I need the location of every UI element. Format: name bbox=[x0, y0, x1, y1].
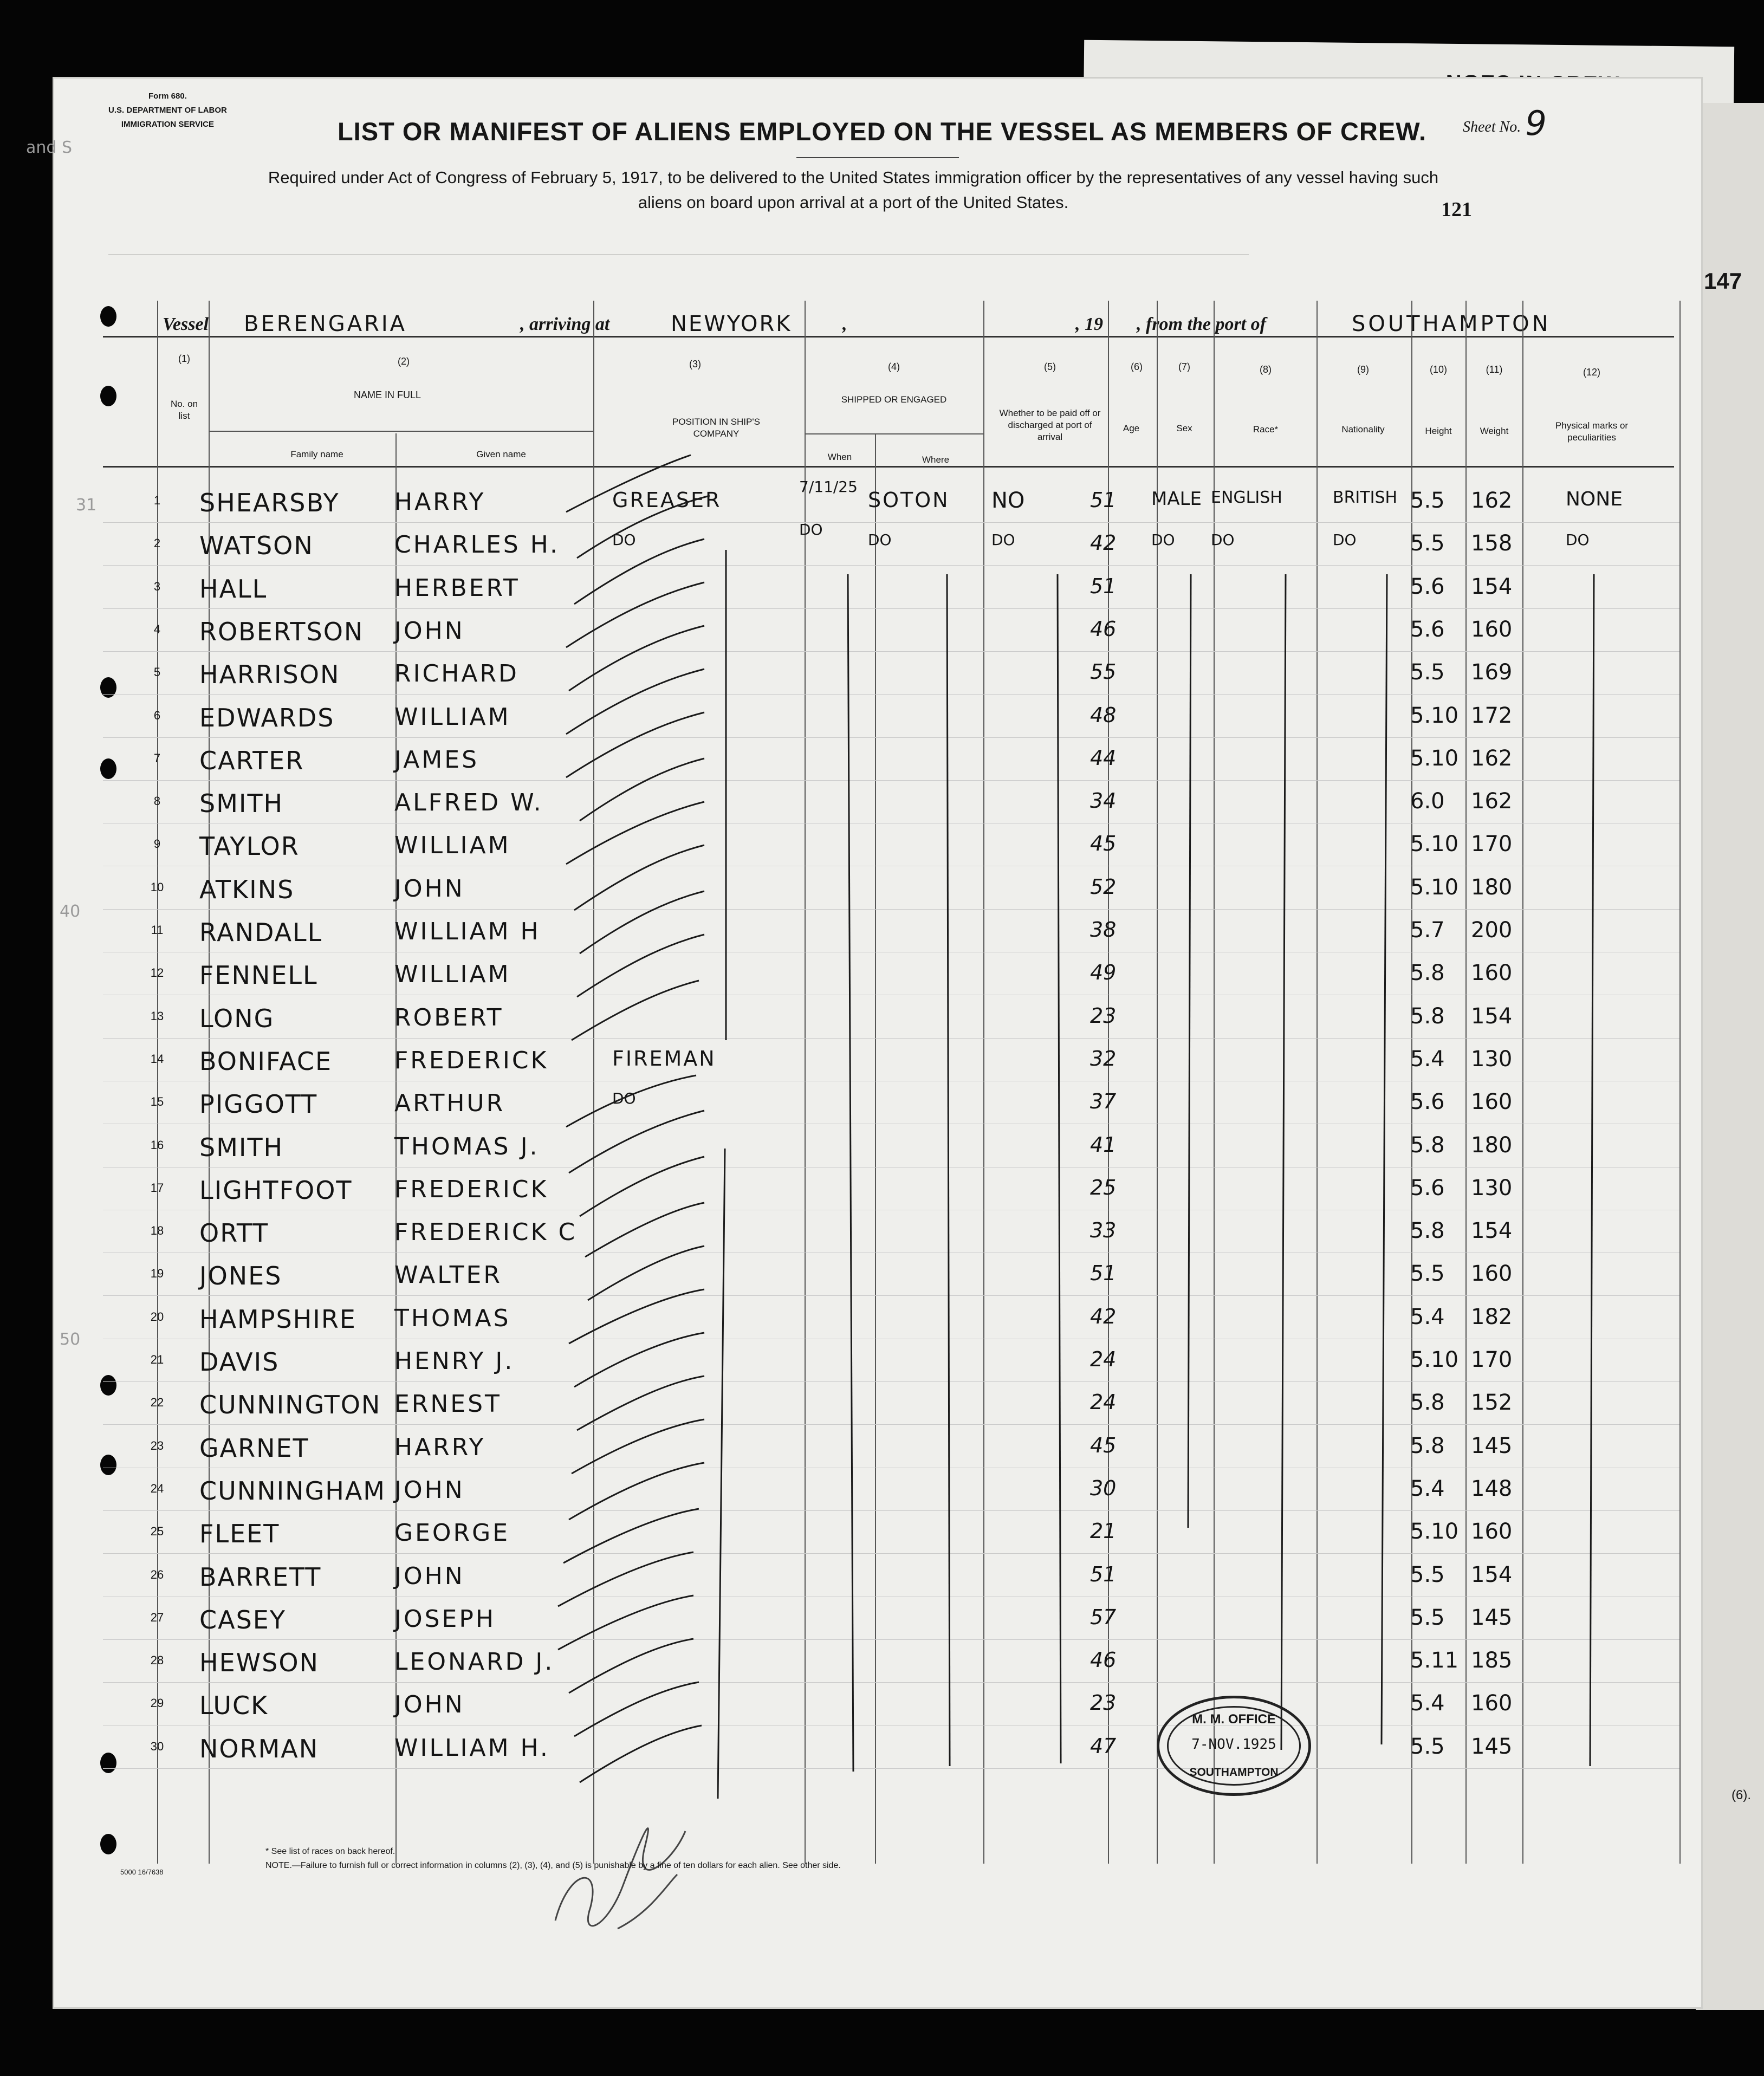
shipped-where: DO bbox=[868, 531, 892, 549]
sex: DO bbox=[1151, 531, 1175, 549]
weight: 148 bbox=[1471, 1476, 1513, 1501]
ditto-swoosh bbox=[577, 496, 710, 558]
ditto-swoosh bbox=[580, 758, 704, 821]
row-number: 27 bbox=[150, 1610, 164, 1624]
given-name: THOMAS bbox=[394, 1304, 511, 1332]
height: 5.10 bbox=[1410, 703, 1459, 728]
weight: 154 bbox=[1471, 1003, 1513, 1029]
arriving-label: , arriving at bbox=[520, 314, 610, 334]
ditto-swoosh bbox=[577, 1376, 704, 1430]
given-name: WILLIAM H. bbox=[394, 1734, 550, 1762]
ditto-swoosh bbox=[558, 1552, 693, 1606]
subtitle-line: Required under Act of Congress of February 5, 1917, to be delivered to the United States immigration officer by the representatives of any vessel having such bbox=[268, 168, 1439, 187]
given-name: WILLIAM bbox=[394, 703, 511, 731]
age: 30 bbox=[1090, 1476, 1117, 1500]
height: 5.10 bbox=[1410, 1347, 1459, 1372]
weight: 152 bbox=[1471, 1390, 1513, 1416]
stamp-date: 7-NOV.1925 bbox=[1191, 1736, 1276, 1753]
weight: 160 bbox=[1471, 1261, 1513, 1287]
age: 47 bbox=[1090, 1734, 1117, 1758]
column-number: (1) bbox=[178, 353, 190, 364]
weight: 180 bbox=[1471, 874, 1513, 900]
given-name: JOHN bbox=[394, 1562, 465, 1590]
age: 57 bbox=[1090, 1605, 1117, 1629]
family-name: FENNELL bbox=[199, 961, 318, 990]
row-number: 26 bbox=[150, 1567, 164, 1581]
family-name: HARRISON bbox=[199, 660, 340, 690]
height: 5.6 bbox=[1410, 1089, 1445, 1115]
row-number: 21 bbox=[150, 1353, 164, 1366]
given-name: JOSEPH bbox=[394, 1605, 496, 1633]
column-number: (7) bbox=[1178, 361, 1190, 372]
column-number: (6) bbox=[1131, 361, 1143, 372]
height: 5.5 bbox=[1410, 660, 1445, 685]
weight: 160 bbox=[1471, 1519, 1513, 1545]
from-port-label: , from the port of bbox=[1137, 314, 1266, 334]
age: 42 bbox=[1090, 531, 1117, 555]
row-number: 16 bbox=[150, 1138, 164, 1152]
age: 46 bbox=[1090, 617, 1117, 641]
form-number: Form 680. bbox=[148, 92, 187, 101]
penalty-note: NOTE.—Failure to furnish full or correct information in columns (2), (3), (4), and (5) is punishable by a fine of ten dollars for each alien. See other side. bbox=[265, 1861, 841, 1870]
age: 37 bbox=[1090, 1089, 1117, 1114]
family-name: CUNNINGHAM bbox=[199, 1476, 386, 1506]
row-number: 4 bbox=[153, 622, 161, 636]
ditto-swoosh bbox=[574, 845, 704, 910]
ditto-swoosh bbox=[580, 1725, 702, 1782]
family-name: RANDALL bbox=[199, 918, 323, 947]
header-where: Where bbox=[922, 455, 950, 465]
ditto-swoosh bbox=[558, 1595, 693, 1650]
ditto-swoosh bbox=[585, 1203, 704, 1257]
height: 5.5 bbox=[1410, 1261, 1445, 1287]
ditto-swoosh bbox=[580, 891, 704, 953]
family-name: SHEARSBY bbox=[199, 488, 340, 517]
row-number: 5 bbox=[153, 665, 161, 679]
row-number: 19 bbox=[150, 1267, 164, 1281]
family-name: WATSON bbox=[199, 531, 314, 561]
age: 23 bbox=[1090, 1691, 1117, 1715]
given-name: JAMES bbox=[394, 745, 479, 774]
header-weight: Weight bbox=[1480, 426, 1509, 436]
header-given-name: Given name bbox=[476, 449, 526, 459]
family-name: HEWSON bbox=[199, 1648, 319, 1678]
sex: MALE bbox=[1151, 488, 1202, 510]
ditto-swoosh bbox=[566, 802, 704, 864]
row-number: 13 bbox=[150, 1009, 164, 1023]
ditto-swoosh bbox=[566, 455, 691, 512]
age: 52 bbox=[1090, 874, 1117, 899]
height: 5.8 bbox=[1410, 961, 1445, 986]
age: 32 bbox=[1090, 1046, 1117, 1071]
height: 5.5 bbox=[1410, 1605, 1445, 1630]
ditto-swoosh bbox=[574, 1682, 699, 1736]
vessel-label: Vessel bbox=[163, 314, 209, 334]
age: 51 bbox=[1090, 574, 1117, 598]
paid-off: DO bbox=[991, 531, 1015, 549]
weight: 154 bbox=[1471, 1218, 1513, 1244]
column-number: (2) bbox=[398, 356, 410, 367]
column-number: (5) bbox=[1044, 361, 1056, 372]
vessel-name: BERENGARIA bbox=[244, 312, 407, 336]
family-name: EDWARDS bbox=[199, 703, 335, 732]
height: 5.4 bbox=[1410, 1046, 1445, 1072]
position: GREASER bbox=[612, 488, 722, 512]
physical-marks: DO bbox=[1566, 531, 1590, 549]
row-number: 22 bbox=[150, 1396, 164, 1410]
family-name: CASEY bbox=[199, 1605, 286, 1634]
department-name: U.S. DEPARTMENT OF LABOR bbox=[108, 106, 227, 115]
height: 5.10 bbox=[1410, 745, 1459, 771]
age: 24 bbox=[1090, 1347, 1117, 1371]
row-number: 30 bbox=[150, 1739, 164, 1753]
stamp-number: 121 bbox=[1441, 198, 1472, 221]
height: 5.4 bbox=[1410, 1476, 1445, 1501]
given-name: HENRY J. bbox=[394, 1347, 515, 1375]
row-number: 20 bbox=[150, 1309, 164, 1324]
header-family-name: Family name bbox=[290, 449, 343, 459]
header-sex: Sex bbox=[1176, 423, 1192, 433]
ditto-swoosh bbox=[569, 626, 704, 691]
ditto-swoosh bbox=[588, 1246, 704, 1300]
age: 44 bbox=[1090, 745, 1117, 770]
height: 5.5 bbox=[1410, 1734, 1445, 1759]
height: 5.4 bbox=[1410, 1304, 1445, 1329]
header-paid-off: Whether to be paid off or discharged at port of arrival bbox=[999, 408, 1101, 442]
ditto-swoosh bbox=[577, 935, 704, 997]
initials-signature bbox=[555, 1828, 685, 1929]
family-name: DAVIS bbox=[199, 1347, 280, 1377]
age: 24 bbox=[1090, 1390, 1117, 1415]
age: 45 bbox=[1090, 832, 1117, 856]
given-name: WALTER bbox=[394, 1261, 502, 1289]
shipped-when: DO bbox=[799, 521, 823, 539]
service-name: IMMIGRATION SERVICE bbox=[121, 120, 214, 129]
height: 5.8 bbox=[1410, 1132, 1445, 1158]
weight: 160 bbox=[1471, 1089, 1513, 1115]
family-name: HALL bbox=[199, 574, 268, 604]
weight: 185 bbox=[1471, 1648, 1513, 1673]
row-number: 25 bbox=[150, 1524, 164, 1539]
column-number: (3) bbox=[689, 359, 701, 369]
given-name: ROBERT bbox=[394, 1003, 504, 1031]
weight: 170 bbox=[1471, 832, 1513, 857]
weight: 160 bbox=[1471, 1691, 1513, 1716]
weight: 162 bbox=[1471, 745, 1513, 771]
age: 42 bbox=[1090, 1304, 1117, 1328]
column-number: (10) bbox=[1429, 364, 1448, 375]
family-name: BONIFACE bbox=[199, 1046, 333, 1076]
row-number: 7 bbox=[153, 751, 161, 765]
age: 51 bbox=[1090, 488, 1117, 512]
row-number: 15 bbox=[150, 1095, 164, 1109]
header-when: When bbox=[827, 452, 852, 462]
ditto-swoosh bbox=[574, 539, 704, 604]
row-number: 1 bbox=[153, 494, 161, 507]
ditto-line bbox=[848, 574, 853, 1772]
paid-off: NO bbox=[991, 488, 1025, 513]
age: 33 bbox=[1090, 1218, 1117, 1243]
age: 51 bbox=[1090, 1562, 1117, 1586]
family-name: ORTT bbox=[199, 1218, 269, 1248]
row-number: 28 bbox=[150, 1653, 164, 1668]
row-number: 11 bbox=[151, 923, 164, 937]
given-name: HARRY bbox=[394, 488, 486, 516]
weight: 169 bbox=[1471, 660, 1513, 685]
height: 5.4 bbox=[1410, 1691, 1445, 1716]
ditto-line bbox=[1382, 574, 1387, 1744]
ditto-swoosh bbox=[574, 1333, 704, 1387]
family-name: JONES bbox=[199, 1261, 282, 1291]
row-number: 3 bbox=[153, 579, 161, 593]
edge-number: (6). bbox=[1731, 1788, 1751, 1802]
age: 55 bbox=[1090, 660, 1117, 684]
sheet-number-value: 9 bbox=[1525, 103, 1547, 143]
weight: 200 bbox=[1471, 918, 1513, 943]
row-number: 29 bbox=[150, 1696, 164, 1710]
ditto-line bbox=[1590, 574, 1594, 1766]
given-name: JOHN bbox=[394, 617, 465, 645]
bleed-text: 50 bbox=[60, 1330, 81, 1349]
height: 6.0 bbox=[1410, 789, 1445, 814]
print-code: 5000 16/7638 bbox=[120, 1868, 164, 1876]
age: 34 bbox=[1090, 789, 1117, 813]
age: 49 bbox=[1090, 961, 1117, 985]
age: 46 bbox=[1090, 1648, 1117, 1672]
age: 23 bbox=[1090, 1003, 1117, 1028]
family-name: ROBERTSON bbox=[199, 617, 364, 646]
header-race: Race* bbox=[1253, 424, 1279, 434]
departure-port: SOUTHAMPTON bbox=[1352, 312, 1551, 336]
weight: 160 bbox=[1471, 617, 1513, 642]
ditto-swoosh bbox=[566, 712, 704, 777]
row-number: 2 bbox=[153, 536, 161, 550]
family-name: NORMAN bbox=[199, 1734, 319, 1763]
row-number: 9 bbox=[153, 837, 161, 851]
given-name: ARTHUR bbox=[394, 1089, 505, 1118]
column-number: (4) bbox=[888, 361, 900, 372]
position: DO bbox=[612, 1089, 636, 1108]
sheet-number-label: Sheet No. bbox=[1463, 119, 1521, 135]
height: 5.6 bbox=[1410, 574, 1445, 599]
age: 38 bbox=[1090, 918, 1117, 942]
given-name: WILLIAM H bbox=[394, 918, 541, 945]
position: DO bbox=[612, 531, 636, 549]
weight: 158 bbox=[1471, 531, 1513, 556]
subtitle-line: aliens on board upon arrival at a port of the United States. bbox=[638, 193, 1069, 212]
column-number: (8) bbox=[1260, 364, 1272, 375]
weight: 145 bbox=[1471, 1433, 1513, 1458]
race: ENGLISH bbox=[1211, 488, 1282, 507]
weight: 154 bbox=[1471, 574, 1513, 599]
column-number: (12) bbox=[1583, 367, 1601, 378]
weight: 162 bbox=[1471, 488, 1513, 513]
given-name: JOHN bbox=[394, 874, 465, 903]
row-number: 18 bbox=[150, 1224, 164, 1238]
family-name: LIGHTFOOT bbox=[199, 1175, 353, 1205]
row-number: 17 bbox=[150, 1180, 164, 1195]
row-number: 14 bbox=[150, 1052, 164, 1066]
column-number: (11) bbox=[1486, 364, 1503, 375]
height: 5.5 bbox=[1410, 488, 1445, 513]
given-name: GEORGE bbox=[394, 1519, 510, 1547]
age: 41 bbox=[1090, 1132, 1117, 1157]
height: 5.10 bbox=[1410, 1519, 1459, 1545]
ditto-swoosh bbox=[566, 582, 704, 647]
separator-comma: , bbox=[842, 314, 847, 334]
family-name: CUNNINGTON bbox=[199, 1390, 381, 1420]
year-label: , 19 bbox=[1075, 314, 1103, 334]
weight: 154 bbox=[1471, 1562, 1513, 1587]
given-name: FREDERICK bbox=[394, 1175, 549, 1203]
header-position: POSITION IN SHIP'S COMPANY bbox=[672, 417, 760, 439]
given-name: ERNEST bbox=[394, 1390, 502, 1418]
height: 5.10 bbox=[1410, 874, 1459, 900]
ditto-line bbox=[947, 574, 950, 1766]
weight: 162 bbox=[1471, 789, 1513, 814]
given-name: FREDERICK bbox=[394, 1046, 549, 1074]
weight: 160 bbox=[1471, 961, 1513, 986]
given-name: JOHN bbox=[394, 1691, 465, 1719]
header-height: Height bbox=[1425, 426, 1452, 436]
height: 5.7 bbox=[1410, 918, 1445, 943]
family-name: FLEET bbox=[199, 1519, 280, 1549]
height: 5.6 bbox=[1410, 617, 1445, 642]
age: 25 bbox=[1090, 1175, 1117, 1199]
header-shipped-engaged: SHIPPED OR ENGAGED bbox=[841, 394, 947, 405]
height: 5.5 bbox=[1410, 531, 1445, 556]
family-name: BARRETT bbox=[199, 1562, 322, 1592]
weight: 182 bbox=[1471, 1304, 1513, 1329]
shipped-when: 7/11/25 bbox=[799, 478, 858, 496]
given-name: FREDERICK C bbox=[394, 1218, 578, 1247]
row-number: 23 bbox=[150, 1438, 164, 1452]
arrival-port: NEWYORK bbox=[671, 312, 792, 336]
stamp-port: SOUTHAMPTON bbox=[1189, 1766, 1279, 1779]
physical-marks: NONE bbox=[1566, 488, 1623, 510]
age: 21 bbox=[1090, 1519, 1117, 1543]
row-number: 6 bbox=[153, 708, 161, 722]
given-name: ALFRED W. bbox=[394, 789, 543, 817]
ditto-swoosh bbox=[572, 981, 699, 1040]
given-name: CHARLES H. bbox=[394, 531, 560, 559]
stamp-office: M. M. OFFICE bbox=[1192, 1712, 1276, 1727]
family-name: PIGGOTT bbox=[199, 1089, 318, 1119]
age: 51 bbox=[1090, 1261, 1117, 1286]
footer-notes bbox=[211, 1845, 841, 1873]
nationality: DO bbox=[1333, 531, 1357, 549]
weight: 130 bbox=[1471, 1046, 1513, 1072]
height: 5.11 bbox=[1410, 1648, 1459, 1673]
ditto-line bbox=[1281, 574, 1286, 1750]
height: 5.5 bbox=[1410, 1562, 1445, 1587]
nationality: BRITISH bbox=[1333, 488, 1398, 507]
weight: 145 bbox=[1471, 1605, 1513, 1630]
header-nationality: Nationality bbox=[1341, 424, 1385, 434]
row-number: 24 bbox=[150, 1481, 164, 1495]
given-name: WILLIAM bbox=[394, 832, 511, 860]
position: FIREMAN bbox=[612, 1046, 716, 1071]
family-name: LUCK bbox=[199, 1691, 269, 1721]
family-name: GARNET bbox=[199, 1433, 309, 1463]
header-name-in-full: NAME IN FULL bbox=[353, 390, 421, 400]
given-name: JOHN bbox=[394, 1476, 465, 1504]
header-no-on-list: No. on list bbox=[170, 399, 198, 421]
page-title: LIST OR MANIFEST OF ALIENS EMPLOYED ON THE VESSEL AS MEMBERS OF CREW. bbox=[337, 117, 1427, 146]
weight: 172 bbox=[1471, 703, 1513, 728]
ditto-swoosh bbox=[569, 1639, 693, 1693]
column-number: (9) bbox=[1357, 364, 1369, 375]
family-name: ATKINS bbox=[199, 874, 295, 904]
ditto-line bbox=[1058, 574, 1061, 1763]
weight: 170 bbox=[1471, 1347, 1513, 1372]
ditto-line bbox=[1188, 574, 1191, 1528]
height: 5.8 bbox=[1410, 1003, 1445, 1029]
row-number: 8 bbox=[153, 794, 161, 808]
height: 5.8 bbox=[1410, 1390, 1445, 1416]
shipped-where: SOTON bbox=[868, 488, 950, 512]
header-age: Age bbox=[1123, 423, 1140, 433]
family-name: SMITH bbox=[199, 1132, 284, 1162]
ditto-swoosh bbox=[569, 1111, 704, 1173]
ditto-line bbox=[718, 1149, 725, 1799]
height: 5.8 bbox=[1410, 1433, 1445, 1458]
family-name: HAMPSHIRE bbox=[199, 1304, 356, 1334]
family-name: TAYLOR bbox=[199, 832, 300, 861]
given-name: HERBERT bbox=[394, 574, 520, 602]
age: 48 bbox=[1090, 703, 1117, 727]
ditto-swoosh bbox=[569, 1289, 704, 1344]
height: 5.6 bbox=[1410, 1175, 1445, 1201]
bleed-text: 40 bbox=[60, 902, 81, 921]
side-sheet-number: 147 bbox=[1704, 268, 1742, 294]
bleed-text: 31 bbox=[76, 496, 97, 515]
height: 5.10 bbox=[1410, 832, 1459, 857]
given-name: WILLIAM bbox=[394, 961, 511, 989]
age: 45 bbox=[1090, 1433, 1117, 1457]
given-name: LEONARD J. bbox=[394, 1648, 555, 1676]
row-number: 10 bbox=[150, 880, 164, 894]
family-name: LONG bbox=[199, 1003, 275, 1033]
weight: 180 bbox=[1471, 1132, 1513, 1158]
race-note: * See list of races on back hereof. bbox=[265, 1847, 395, 1856]
header-physical-marks: Physical marks or peculiarities bbox=[1555, 420, 1629, 443]
bleed-text: and S bbox=[26, 138, 73, 157]
given-name: THOMAS J. bbox=[394, 1132, 540, 1160]
given-name: HARRY bbox=[394, 1433, 486, 1461]
ditto-swoosh bbox=[572, 1419, 704, 1474]
office-date-stamp bbox=[1157, 1696, 1311, 1796]
height: 5.8 bbox=[1410, 1218, 1445, 1244]
weight: 130 bbox=[1471, 1175, 1513, 1201]
weight: 145 bbox=[1471, 1734, 1513, 1759]
family-name: CARTER bbox=[199, 745, 304, 775]
race: DO bbox=[1211, 531, 1235, 549]
row-number: 12 bbox=[150, 966, 164, 980]
family-name: SMITH bbox=[199, 789, 284, 819]
given-name: RICHARD bbox=[394, 660, 519, 688]
